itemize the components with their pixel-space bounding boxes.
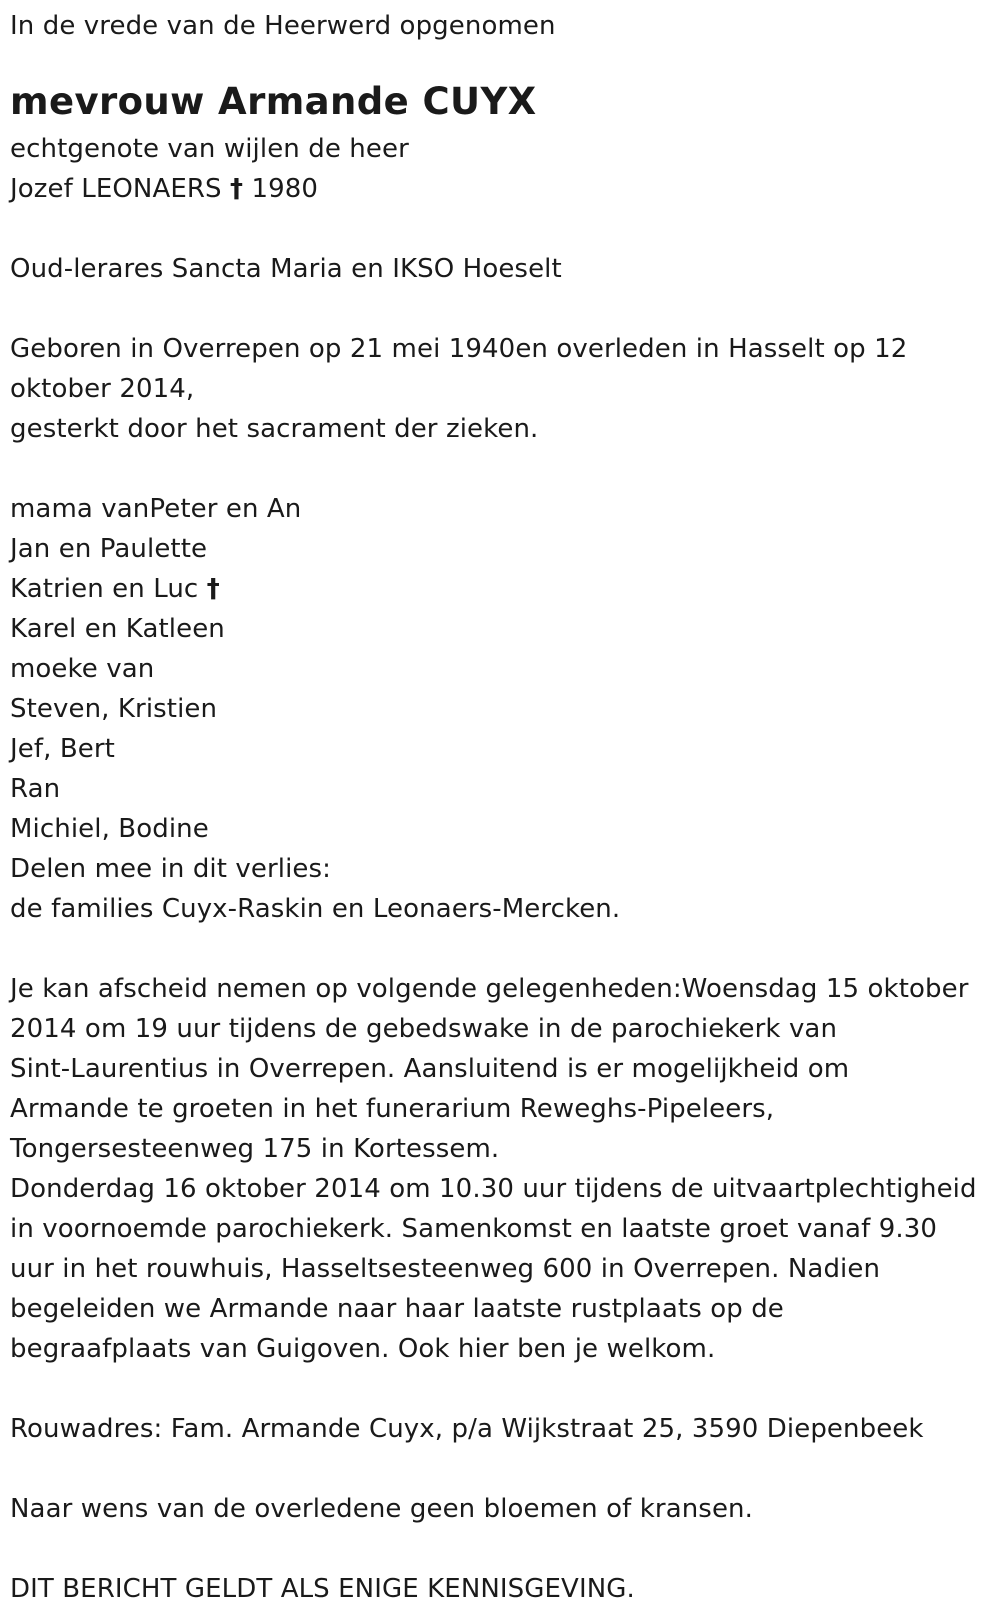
occupation: Oud-lerares Sancta Maria en IKSO Hoeselt xyxy=(10,254,562,284)
birth-death-line-2: oktober 2014, xyxy=(10,374,195,404)
spacer xyxy=(10,929,994,969)
birth-death-line-1: Geboren in Overrepen op 21 mei 1940en overleden in Hasselt op 12 xyxy=(10,334,908,364)
farewell-line: Sint-Laurentius in Overrepen. Aansluitend is er mogelijkheid om xyxy=(10,1054,850,1084)
farewell-line: Donderdag 16 oktober 2014 om 10.30 uur tijdens de uitvaartplechtigheid xyxy=(10,1174,977,1204)
closing-statement: DIT BERICHT GELDT ALS ENIGE KENNISGEVING. xyxy=(10,1574,635,1604)
farewell-line: Tongersesteenweg 175 in Kortessem. xyxy=(10,1134,500,1164)
intro-text: In de vrede van de Heerwerd opgenomen xyxy=(10,11,556,41)
family-line: moeke van xyxy=(10,654,155,684)
spouse-name-line xyxy=(10,169,994,209)
family-line xyxy=(10,569,994,609)
birth-death-line-3: gesterkt door het sacrament der zieken. xyxy=(10,414,539,444)
spacer xyxy=(10,289,994,329)
spacer xyxy=(10,1449,994,1489)
deceased-name: mevrouw Armande CUYX xyxy=(10,80,537,123)
family-line: Michiel, Bodine xyxy=(10,814,209,844)
farewell-line: Je kan afscheid nemen op volgende gelegenheden:Woensdag 15 oktober xyxy=(10,974,969,1004)
family-line: Jef, Bert xyxy=(10,734,115,764)
family-line: de families Cuyx-Raskin en Leonaers-Mercken. xyxy=(10,894,621,924)
flowers-note: Naar wens van de overledene geen bloemen of kransen. xyxy=(10,1494,753,1524)
farewell-line: uur in het rouwhuis, Hasseltsesteenweg 600 in Overrepen. Nadien xyxy=(10,1254,881,1284)
spouse-line: echtgenote van wijlen de heer xyxy=(10,134,409,164)
family-line: Ran xyxy=(10,774,61,804)
farewell-line: Armande te groeten in het funerarium Reweghs-Pipeleers, xyxy=(10,1094,775,1124)
spacer xyxy=(10,449,994,489)
cross-icon: † xyxy=(230,174,244,204)
obituary-notice xyxy=(10,0,994,1609)
cross-icon: † xyxy=(206,574,220,604)
family-names: Katrien en Luc xyxy=(10,574,207,604)
farewell-line: 2014 om 19 uur tijdens de gebedswake in de parochiekerk van xyxy=(10,1014,838,1044)
farewell-line: begeleiden we Armande naar haar laatste rustplaats op de xyxy=(10,1294,784,1324)
farewell-line: begraafplaats van Guigoven. Ook hier ben je welkom. xyxy=(10,1334,716,1364)
mourning-address: Rouwadres: Fam. Armande Cuyx, p/a Wijkstraat 25, 3590 Diepenbeek xyxy=(10,1414,924,1444)
spacer xyxy=(10,209,994,249)
family-line: Jan en Paulette xyxy=(10,534,208,564)
spacer xyxy=(10,1369,994,1409)
spouse-name: Jozef LEONAERS xyxy=(10,174,231,204)
spouse-death-year: 1980 xyxy=(243,174,319,204)
family-line: Delen mee in dit verlies: xyxy=(10,854,332,884)
farewell-line: in voornoemde parochiekerk. Samenkomst en laatste groet vanaf 9.30 xyxy=(10,1214,937,1244)
family-line: Steven, Kristien xyxy=(10,694,218,724)
family-line: Karel en Katleen xyxy=(10,614,225,644)
family-line: mama vanPeter en An xyxy=(10,494,302,524)
spacer xyxy=(10,1529,994,1569)
